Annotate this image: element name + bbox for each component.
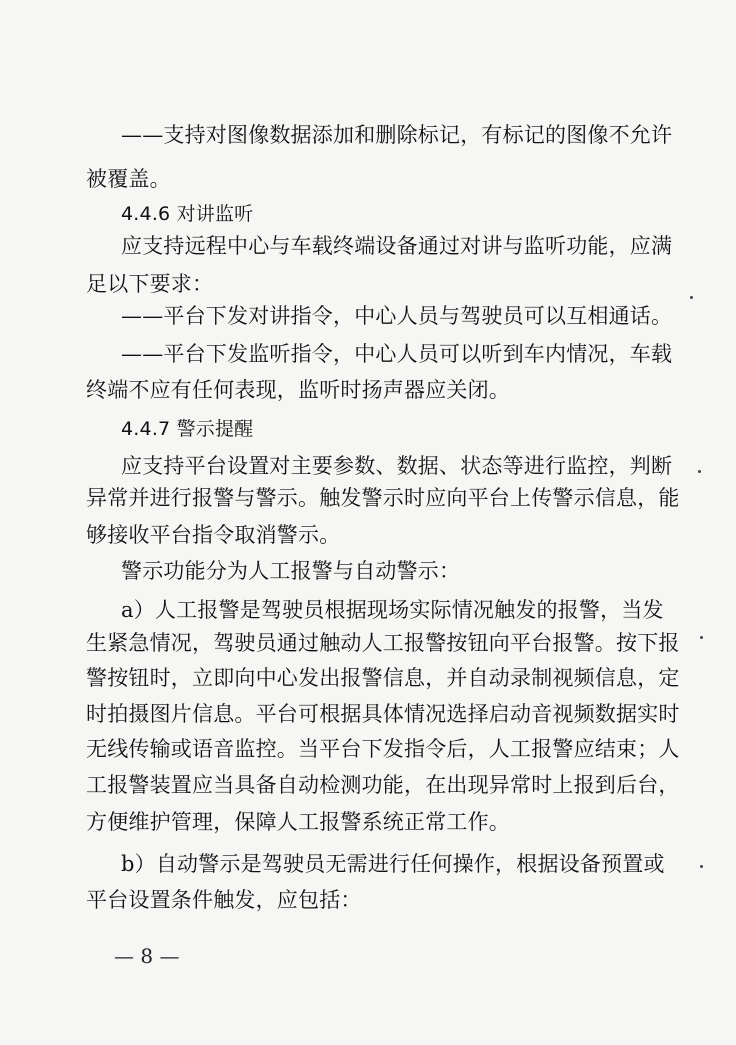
body-line-5: 足以下要求： — [86, 272, 214, 296]
scan-speck — [700, 865, 703, 868]
body-line-1: ——支持对图像数据添加和删除标记，有标记的图像不允许 — [121, 123, 673, 147]
body-line-17: 时拍摄图片信息。平台可根据具体情况选择启动音视频数据实时 — [86, 702, 680, 726]
body-line-14: a）人工报警是驾驶员根据现场实际情况触发的报警，当发 — [121, 598, 664, 622]
body-line-11: 异常并进行报警与警示。触发警示时应向平台上传警示信息，能 — [86, 486, 680, 510]
body-line-18: 无线传输或语音监控。当平台下发指令后，人工报警应结束；人 — [86, 737, 680, 761]
body-line-19: 工报警装置应当具备自动检测功能，在出现异常时上报到后台， — [86, 773, 680, 797]
body-line-10: 应支持平台设置对主要参数、数据、状态等进行监控，判断 — [121, 454, 673, 478]
body-line-8: 终端不应有任何表现，监听时扬声器应关闭。 — [86, 378, 510, 402]
scan-speck — [700, 636, 703, 639]
body-line-6: ——平台下发对讲指令，中心人员与驾驶员可以互相通话。 — [121, 304, 673, 328]
body-line-7: ——平台下发监听指令，中心人员可以听到车内情况，车载 — [121, 342, 673, 366]
section-heading-4-4-6: 4.4.6 对讲监听 — [121, 203, 254, 225]
scan-speck — [698, 470, 701, 473]
body-line-22: 平台设置条件触发，应包括： — [86, 888, 362, 912]
body-line-4: 应支持远程中心与车载终端设备通过对讲与监听功能，应满 — [121, 234, 673, 258]
body-line-2: 被覆盖。 — [86, 167, 171, 191]
body-line-21: b）自动警示是驾驶员无需进行任何操作，根据设备预置或 — [121, 852, 665, 876]
body-line-13: 警示功能分为人工报警与自动警示： — [121, 559, 461, 583]
body-line-16: 警按钮时，立即向中心发出报警信息，并自动录制视频信息，定 — [86, 666, 680, 690]
scan-speck — [690, 296, 693, 299]
page-number: — 8 — — [114, 944, 180, 968]
body-line-15: 生紧急情况，驾驶员通过触动人工报警按钮向平台报警。按下报 — [86, 631, 680, 655]
body-line-20: 方便维护管理，保障人工报警系统正常工作。 — [86, 810, 510, 834]
body-line-12: 够接收平台指令取消警示。 — [86, 523, 341, 547]
section-heading-4-4-7: 4.4.7 警示提醒 — [121, 418, 254, 440]
